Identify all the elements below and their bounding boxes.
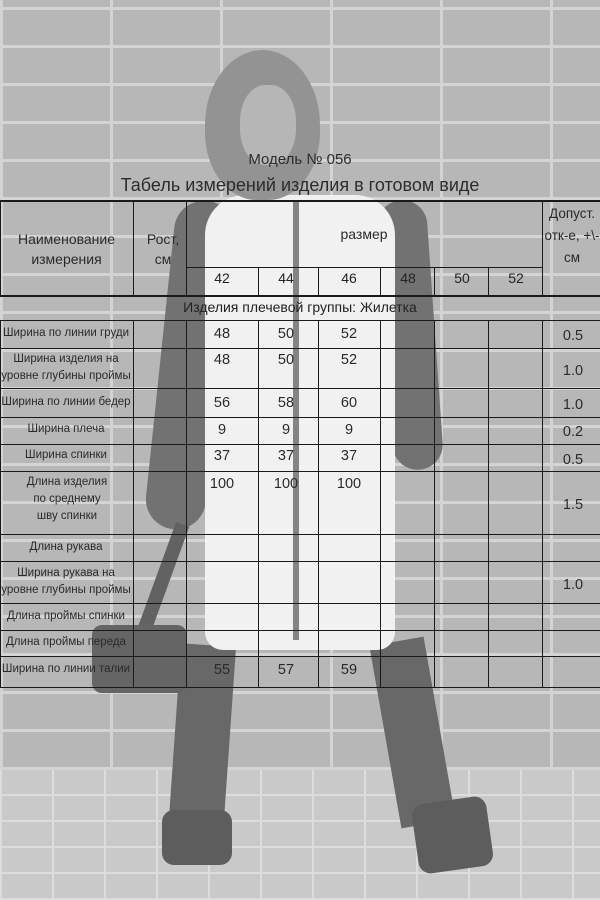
- row-name: Ширина рукава на уровне глубины проймы: [1, 567, 131, 596]
- row-line: [0, 534, 600, 535]
- column-line: [542, 320, 543, 687]
- row-value: 9: [281, 422, 291, 438]
- row-value: 55: [213, 662, 231, 678]
- model-title: Модель № 056: [248, 151, 352, 168]
- row-value: 52: [340, 326, 358, 342]
- row-value: 37: [277, 448, 295, 464]
- section-line: [0, 320, 600, 321]
- column-line: [258, 267, 259, 295]
- row-line: [0, 348, 600, 349]
- column-line: [380, 320, 381, 687]
- row-line: [0, 630, 600, 631]
- row-value: 56: [213, 395, 231, 411]
- row-value: 48: [213, 352, 231, 368]
- row-name: Ширина изделия на уровне глубины проймы: [1, 353, 131, 382]
- column-line: [488, 267, 489, 295]
- size-header-42: 42: [214, 270, 230, 286]
- row-name: Длина проймы переда: [6, 636, 126, 648]
- size-column-header: размер: [340, 226, 388, 242]
- row-value: 37: [340, 448, 358, 464]
- row-name: Длина изделия по среднему шву спинки: [26, 476, 108, 522]
- row-line: [0, 603, 600, 604]
- size-header-50: 50: [454, 270, 470, 286]
- row-value: 48: [213, 326, 231, 342]
- row-line: [0, 471, 600, 472]
- row-name: Ширина по линии бедер: [1, 396, 131, 408]
- row-name: Длина проймы спинки: [7, 610, 125, 622]
- table-border-top: [0, 200, 600, 202]
- header-bottom-line: [0, 295, 600, 297]
- row-value: 100: [273, 476, 299, 492]
- row-tolerance: 0.5: [562, 452, 584, 468]
- size-header-46: 46: [341, 270, 357, 286]
- row-value: 9: [344, 422, 354, 438]
- row-value: 52: [340, 352, 358, 368]
- column-line: [488, 320, 489, 687]
- row-tolerance: 0.2: [562, 424, 584, 440]
- column-line: [318, 267, 319, 295]
- row-line: [0, 561, 600, 562]
- row-name: Ширина спинки: [25, 449, 107, 461]
- size-header-48: 48: [400, 270, 416, 286]
- row-value: 9: [217, 422, 227, 438]
- row-name: Ширина по линии талии: [1, 663, 131, 675]
- row-value: 57: [277, 662, 295, 678]
- column-line: [318, 320, 319, 687]
- column-line: [186, 200, 187, 295]
- column-line: [258, 320, 259, 687]
- table-border-bottom: [0, 687, 600, 688]
- column-line: [380, 267, 381, 295]
- section-title: Изделия плечевой группы: Жилетка: [183, 299, 417, 315]
- row-value: 100: [209, 476, 235, 492]
- row-name: Ширина по линии груди: [2, 327, 130, 339]
- column-line: [133, 200, 134, 295]
- row-value: 58: [277, 395, 295, 411]
- tolerance-column-header: Допуст. отк-е, +\-см: [544, 206, 600, 265]
- row-tolerance: 0.5: [562, 328, 584, 344]
- row-value: 59: [340, 662, 358, 678]
- chart-title: Табель измерений изделия в готовом виде: [120, 175, 480, 195]
- row-value: 50: [277, 352, 295, 368]
- row-tolerance: 1.0: [562, 577, 584, 593]
- row-line: [0, 388, 600, 389]
- row-value: 37: [213, 448, 231, 464]
- name-column-header: Наименование измерения: [17, 231, 116, 267]
- column-line: [186, 320, 187, 687]
- row-value: 60: [340, 395, 358, 411]
- row-line: [0, 417, 600, 418]
- row-line: [0, 656, 600, 657]
- size-header-44: 44: [278, 270, 294, 286]
- row-tolerance: 1.0: [562, 363, 584, 379]
- column-line: [434, 267, 435, 295]
- column-line: [434, 320, 435, 687]
- row-line: [0, 444, 600, 445]
- row-tolerance: 1.5: [562, 497, 584, 513]
- row-tolerance: 1.0: [562, 397, 584, 413]
- row-name: Длина рукава: [29, 541, 103, 553]
- size-header-52: 52: [508, 270, 524, 286]
- column-line: [133, 320, 134, 687]
- row-value: 100: [336, 476, 362, 492]
- height-column-header: Рост, см: [146, 231, 180, 267]
- row-value: 50: [277, 326, 295, 342]
- row-name: Ширина плеча: [27, 423, 105, 435]
